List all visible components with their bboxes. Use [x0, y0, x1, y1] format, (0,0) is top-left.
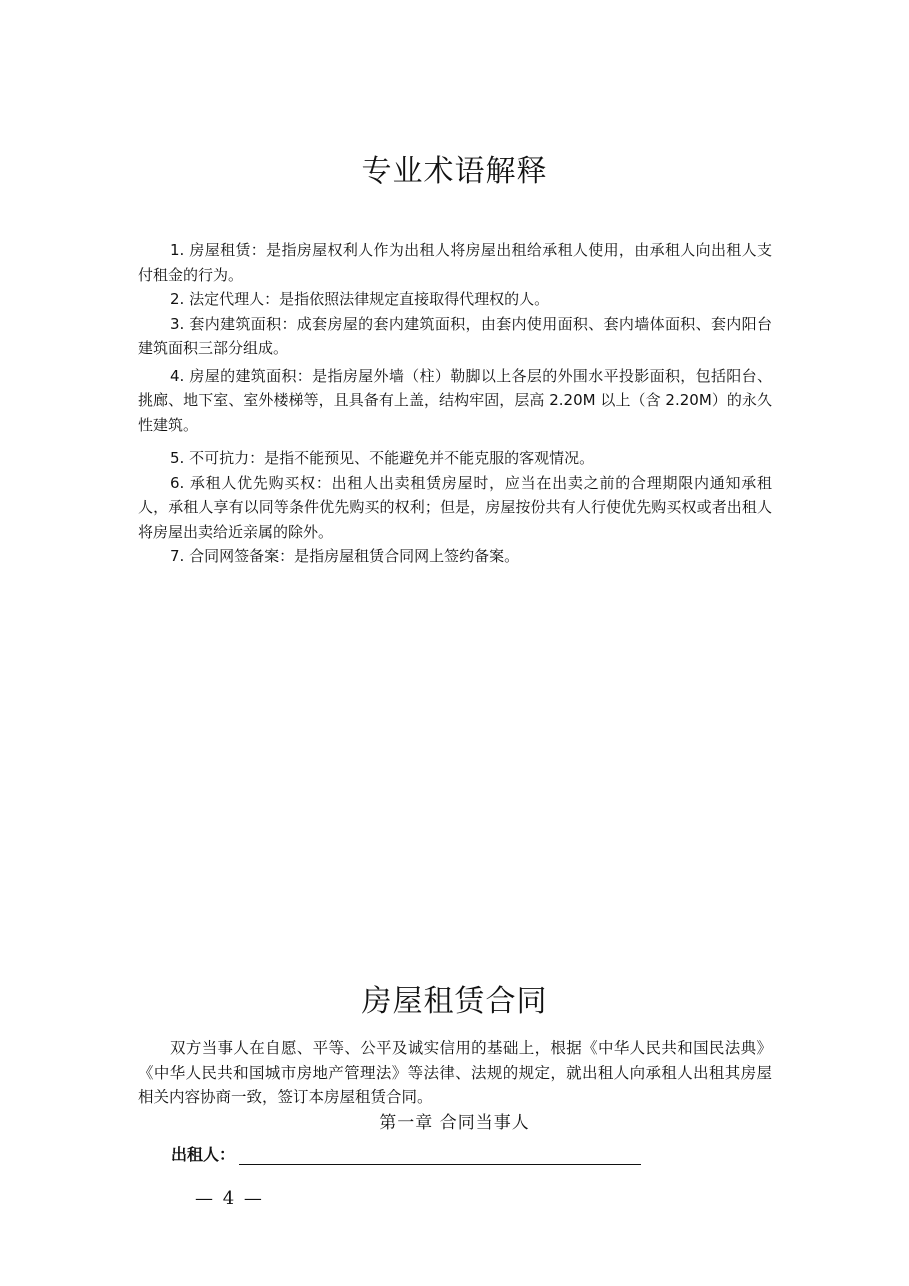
lessor-row [171, 1142, 641, 1165]
page-number: — 4 — [195, 1188, 264, 1209]
glossary-item: 5. 不可抗力：是指不能预见、不能避免并不能克服的客观情况。 [170, 449, 595, 467]
chapter-heading: 第一章 合同当事人 [379, 1113, 530, 1133]
lessor-blank-line [239, 1146, 641, 1165]
glossary-list [138, 238, 772, 569]
contract-title: 房屋租赁合同 [361, 984, 548, 1019]
lessor-label: 出租人： [171, 1145, 236, 1164]
glossary-item: 6. 承租人优先购买权：出租人出卖租赁房屋时，应当在出卖之前的合理期限内通知承租人，承租人享有以同等条件优先购买的权利；但是，房屋按份共有人行使优先购买权或者出租人将房屋出卖给近亲属的除外。 [138, 473, 772, 541]
glossary-item: 2. 法定代理人：是指依照法律规定直接取得代理权的人。 [170, 290, 550, 308]
glossary-item: 7. 合同网签备案：是指房屋租赁合同网上签约备案。 [170, 547, 520, 565]
glossary-item: 1. 房屋租赁：是指房屋权利人作为出租人将房屋出租给承租人使用，由承租人向出租人支付租金的行为。 [138, 241, 772, 284]
contract-intro: 双方当事人在自愿、平等、公平及诚实信用的基础上，根据《中华人民共和国民法典》《中华人民共和国城市房地产管理法》等法律、法规的规定，就出租人向承租人出租其房屋相关内容协商一致，签订本房屋租赁合同。 [138, 1039, 772, 1106]
glossary-item: 3. 套内建筑面积：成套房屋的套内建筑面积，由套内使用面积、套内墙体面积、套内阳台建筑面积三部分组成。 [138, 314, 772, 357]
glossary-item: 4. 房屋的建筑面积：是指房屋外墙（柱）勒脚以上各层的外围水平投影面积，包括阳台、挑廊、地下室、室外楼梯等，且具备有上盖，结构牢固，层高 2.20M 以上（含 2.20M）的永久性建筑。 [138, 366, 772, 434]
glossary-title: 专业术语解释 [361, 154, 548, 189]
